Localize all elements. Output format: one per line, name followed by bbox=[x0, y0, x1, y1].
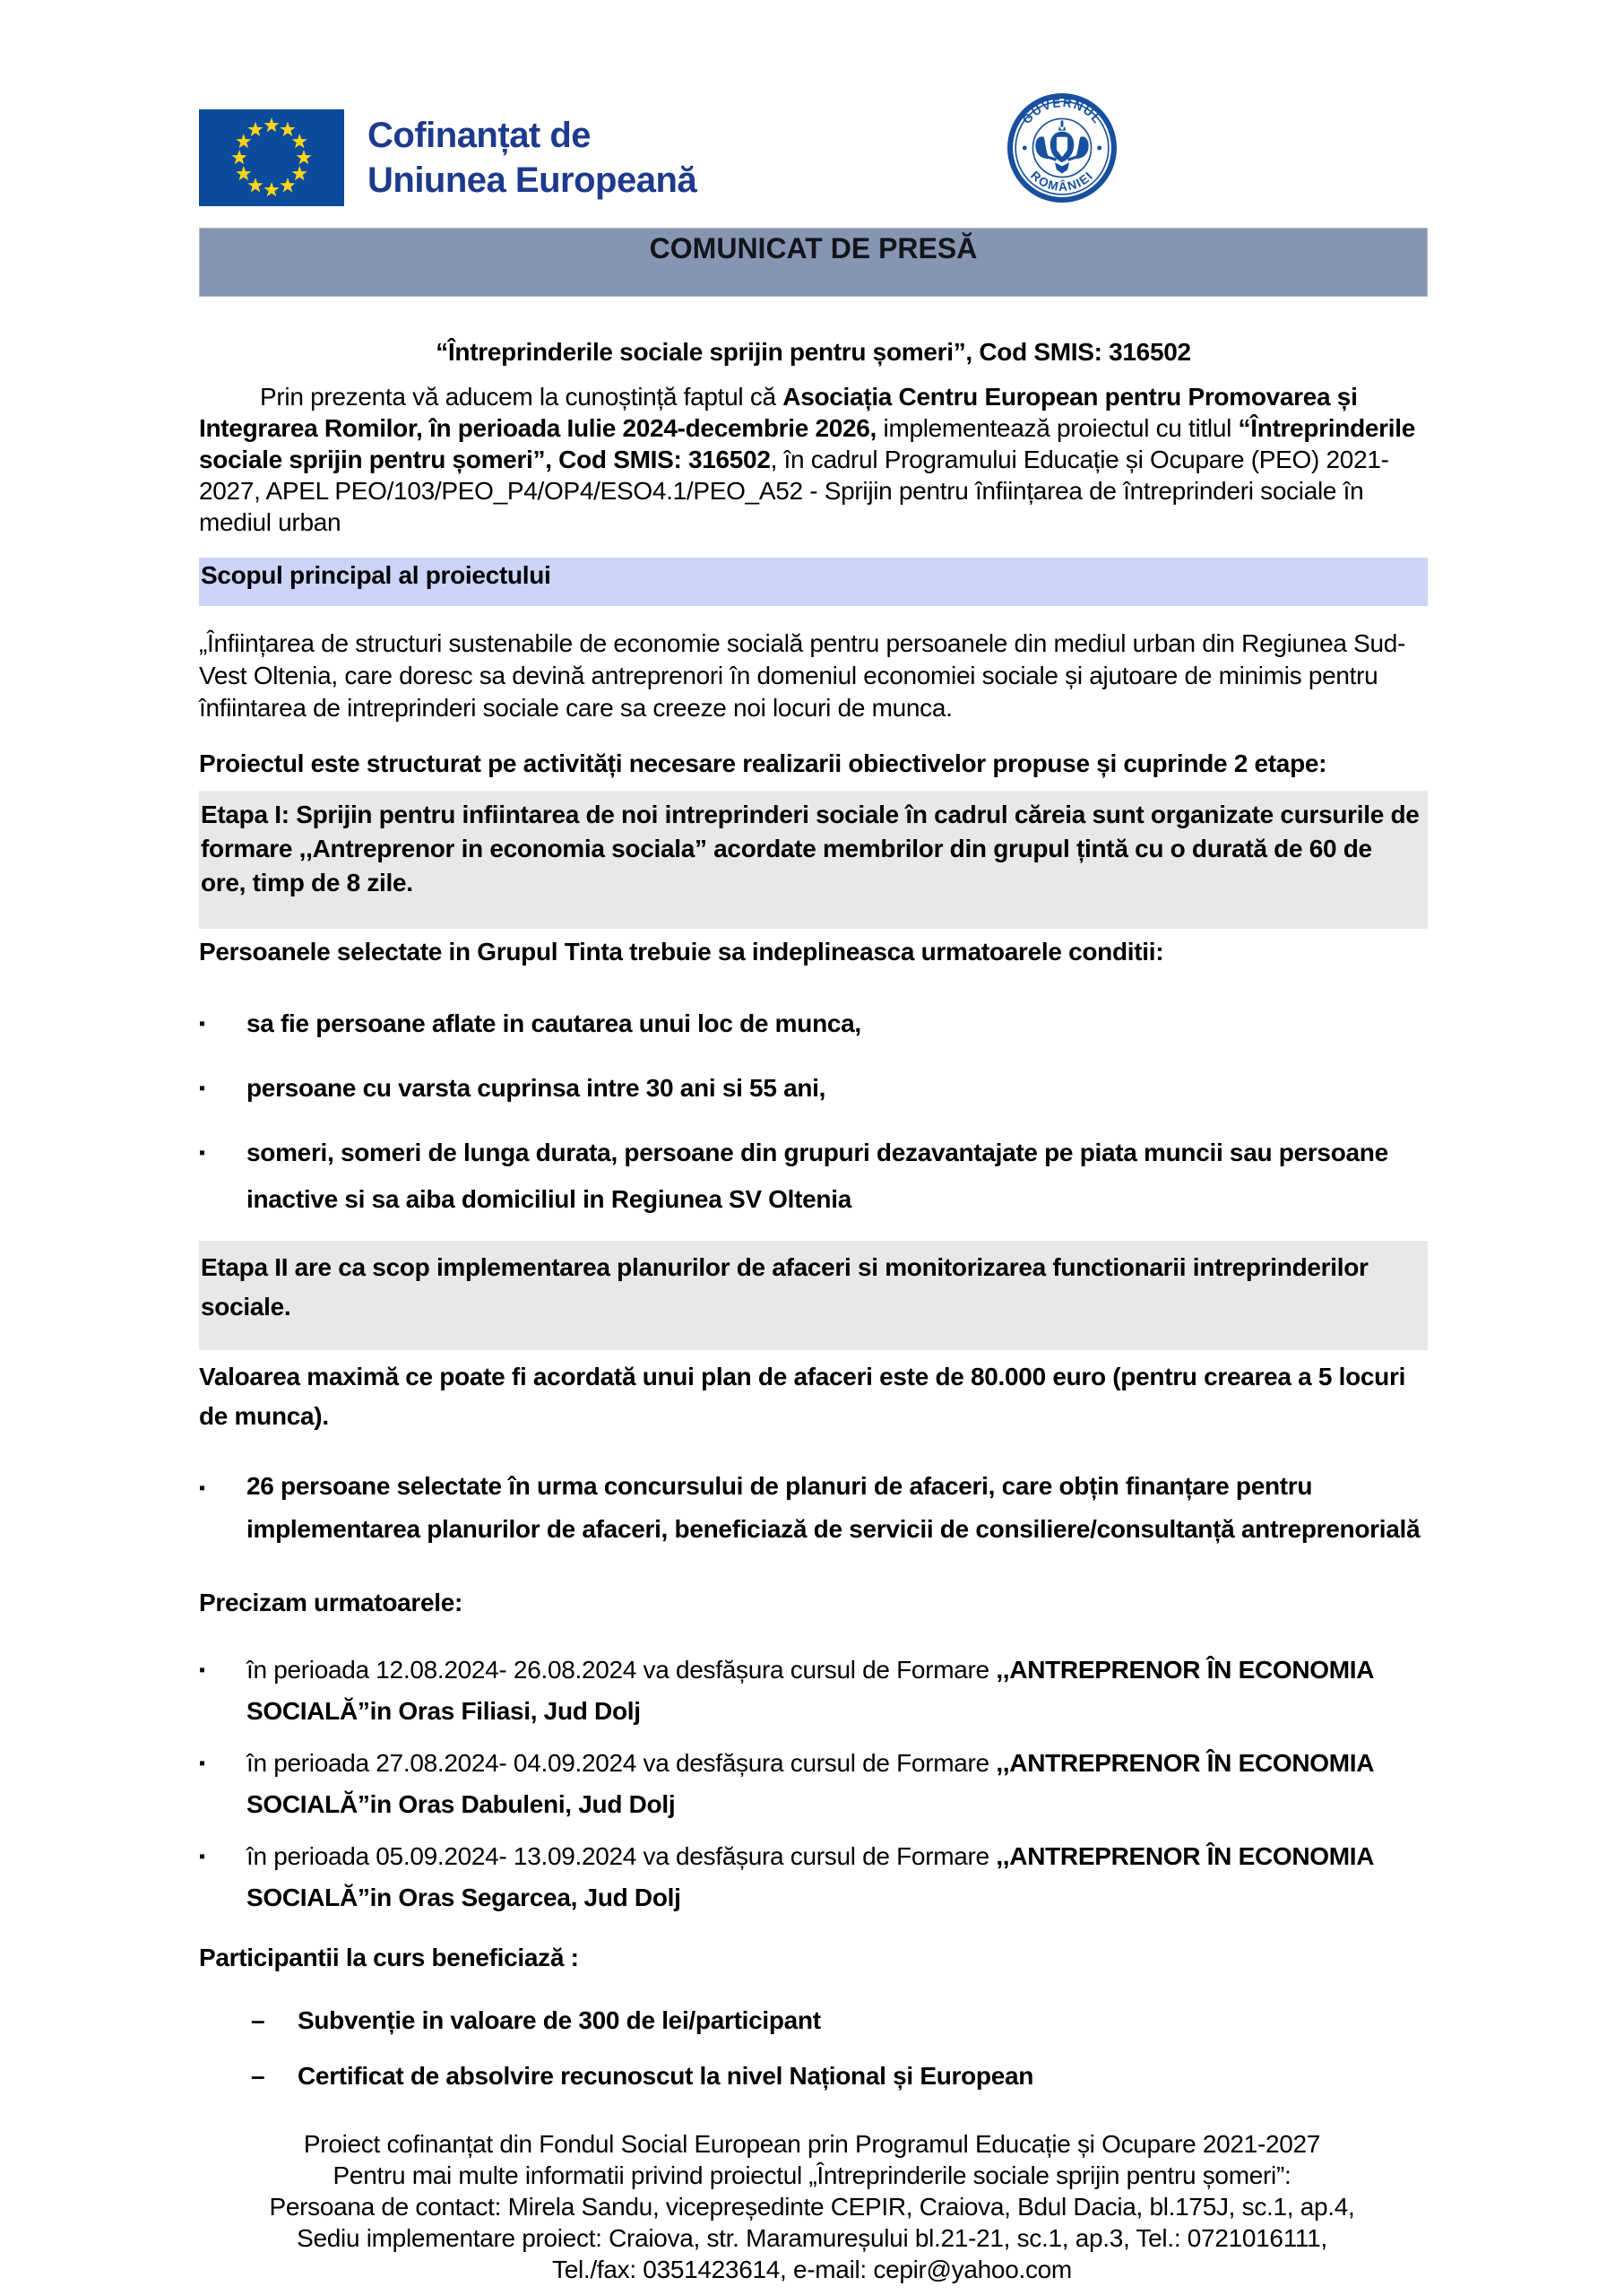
selection-list bbox=[199, 1465, 1428, 1551]
stage2-highlight-block: Etapa II are ca scop implementarea planurilor de afaceri si monitorizarea functionarii intreprinderilor sociale. bbox=[199, 1241, 1428, 1350]
eu-logo-caption bbox=[367, 113, 696, 203]
contact-footer bbox=[179, 2128, 1445, 2285]
section-heading-scope: Scopul principal al proiectului bbox=[199, 558, 1428, 606]
banner-title: COMUNICAT DE PRESĂ bbox=[649, 232, 978, 264]
list-item bbox=[199, 2062, 1428, 2091]
footer-line: Tel./fax: 0351423614, e-mail: cepir@yahoo.com bbox=[552, 2256, 1072, 2283]
conditions-list bbox=[199, 1000, 1428, 1223]
course-schedule-list bbox=[199, 1650, 1428, 1918]
eu-logo-caption-line2: Uniunea Europeană bbox=[367, 160, 697, 200]
seal-text-top: GUVERNUL bbox=[1019, 96, 1105, 127]
intro-run-bold: “Întreprinderile sociale sprijin pentru șomeri”, Cod SMIS: 316502 bbox=[199, 414, 1415, 473]
list-item bbox=[199, 1743, 1428, 1825]
intro-paragraph bbox=[199, 381, 1428, 538]
intro-run-bold: Asociația Centru European pentru Promovarea și Integrarea Romilor, în perioada Iulie 2024-decembrie 2026, bbox=[199, 383, 1358, 442]
eu-logo-caption-line1: Cofinanțat de bbox=[367, 116, 592, 155]
benefit-text: Subvenție in valoare de 300 de lei/participant bbox=[298, 2006, 821, 2034]
conditions-intro: Persoanele selectate in Grupul Tinta trebuie sa indeplineasca urmatoarele conditii: bbox=[199, 938, 1164, 966]
condition-text: sa fie persoane aflate in cautarea unui loc de munca, bbox=[246, 1009, 861, 1037]
square-bullet-icon: ▪ bbox=[199, 1754, 205, 1773]
max-value-paragraph: Valoarea maximă ce poate fi acordată unui plan de afaceri este de 80.000 euro (pentru crearea a 5 locuri de munca). bbox=[199, 1363, 1406, 1430]
benefit-text: Certificat de absolvire recunoscut la nivel Național și European bbox=[298, 2062, 1034, 2090]
course-name: ,,ANTREPRENOR ÎN ECONOMIA SOCIALĂ”in Oras Dabuleni, Jud Dolj bbox=[246, 1749, 1374, 1818]
stage1-highlight-block: Etapa I: Sprijin pentru infiintarea de noi intreprinderi sociale în cadrul căreia sunt organizate cursurile de formare ,,Antreprenor in economia sociala” acordate membrilor din grupul țintă cu o durată de 60 de ore, timp de 8 zile. bbox=[199, 791, 1428, 929]
intro-run: implementează proiectul cu titlul bbox=[877, 414, 1239, 442]
footer-line: Pentru mai multe informatii privind proiectul „Întreprinderile sociale sprijin pentru șomeri”: bbox=[333, 2161, 1291, 2189]
square-bullet-icon: ▪ bbox=[199, 1078, 205, 1098]
document-header bbox=[0, 0, 1624, 215]
eu-flag-icon bbox=[199, 109, 344, 206]
list-item bbox=[199, 1836, 1428, 1918]
dash-bullet-icon: – bbox=[251, 2062, 265, 2090]
course-period: în perioada 05.09.2024- 13.09.2024 va desfășura cursul de Formare bbox=[246, 1842, 997, 1870]
course-period: în perioada 12.08.2024- 26.08.2024 va desfășura cursul de Formare bbox=[246, 1656, 997, 1684]
footer-line: Sediu implementare proiect: Craiova, str. Maramureșului bl.21-21, sc.1, ap.3, Tel.: 0721016111, bbox=[297, 2224, 1327, 2252]
condition-text: someri, someri de lunga durata, persoane din grupuri dezavantajate pe piata muncii sau persoane inactive si sa aiba domiciliul in Regiunea SV Oltenia bbox=[246, 1139, 1388, 1213]
intro-run: Prin prezenta vă aducem la cunoștință faptul că bbox=[260, 383, 783, 411]
footer-line: Proiect cofinanțat din Fondul Social European prin Programul Educație și Ocupare 2021-2027 bbox=[303, 2130, 1321, 2158]
course-name: ,,ANTREPRENOR ÎN ECONOMIA SOCIALĂ”in Oras Filiasi, Jud Dolj bbox=[246, 1656, 1374, 1725]
list-item bbox=[199, 2006, 1428, 2035]
press-release-banner bbox=[199, 228, 1428, 297]
document-title: “Întreprinderile sociale sprijin pentru șomeri”, Cod SMIS: 316502 bbox=[436, 338, 1191, 366]
square-bullet-icon: ▪ bbox=[199, 1660, 205, 1680]
course-period: în perioada 27.08.2024- 04.09.2024 va desfășura cursul de Formare bbox=[246, 1749, 997, 1777]
intro-run: , în cadrul Programului Educație și Ocupare (PEO) 2021-2027, APEL PEO/103/PEO_P4/OP4/ESO4.1/PEO_A52 - Sprijin pentru înființarea de întreprinderi sociale în mediul urban bbox=[199, 446, 1389, 536]
list-item bbox=[199, 1130, 1428, 1223]
selection-text: 26 persoane selectate în urma concursului de planuri de afaceri, care obțin finanțare pentru implementarea planurilor de afaceri, beneficiază de servicii de consiliere/consultanță antreprenorială bbox=[246, 1472, 1421, 1543]
footer-line: Persoana de contact: Mirela Sandu, vicepreședinte CEPIR, Craiova, Bdul Dacia, bl.175J, sc.1, ap.4, bbox=[269, 2193, 1355, 2221]
list-item bbox=[199, 1465, 1428, 1551]
dash-bullet-icon: – bbox=[251, 2006, 265, 2034]
romanian-government-seal-icon bbox=[1007, 93, 1117, 203]
list-item bbox=[199, 1065, 1428, 1112]
condition-text: persoane cu varsta cuprinsa intre 30 ani si 55 ani, bbox=[246, 1074, 826, 1102]
square-bullet-icon: ▪ bbox=[199, 1014, 205, 1034]
structure-paragraph: Proiectul este structurat pe activități necesare realizarii obiectivelor propuse și cuprinde 2 etape: bbox=[199, 749, 1327, 777]
scope-paragraph: „Înființarea de structuri sustenabile de economie socială pentru persoanele din mediul urban din Regiunea Sud-Vest Oltenia, care doresc sa devină antreprenori în domeniul economiei sociale și ajutoare de minimis pentru înfiintarea de intreprinderi sociale care sa creeze noi locuri de munca. bbox=[199, 629, 1406, 722]
eu-cofunded-logo bbox=[199, 109, 696, 206]
seal-text-bottom: ROMÂNIEI bbox=[1027, 168, 1096, 194]
list-item bbox=[199, 1650, 1428, 1732]
square-bullet-icon: ▪ bbox=[199, 1847, 205, 1866]
list-item bbox=[199, 1000, 1428, 1047]
square-bullet-icon: ▪ bbox=[199, 1478, 205, 1498]
precizam-heading: Precizam urmatoarele: bbox=[199, 1589, 463, 1616]
square-bullet-icon: ▪ bbox=[199, 1143, 205, 1163]
benefits-list bbox=[199, 2006, 1428, 2091]
course-name: ,,ANTREPRENOR ÎN ECONOMIA SOCIALĂ”in Oras Segarcea, Jud Dolj bbox=[246, 1842, 1374, 1911]
participants-intro: Participantii la curs beneficiază : bbox=[199, 1944, 579, 1971]
